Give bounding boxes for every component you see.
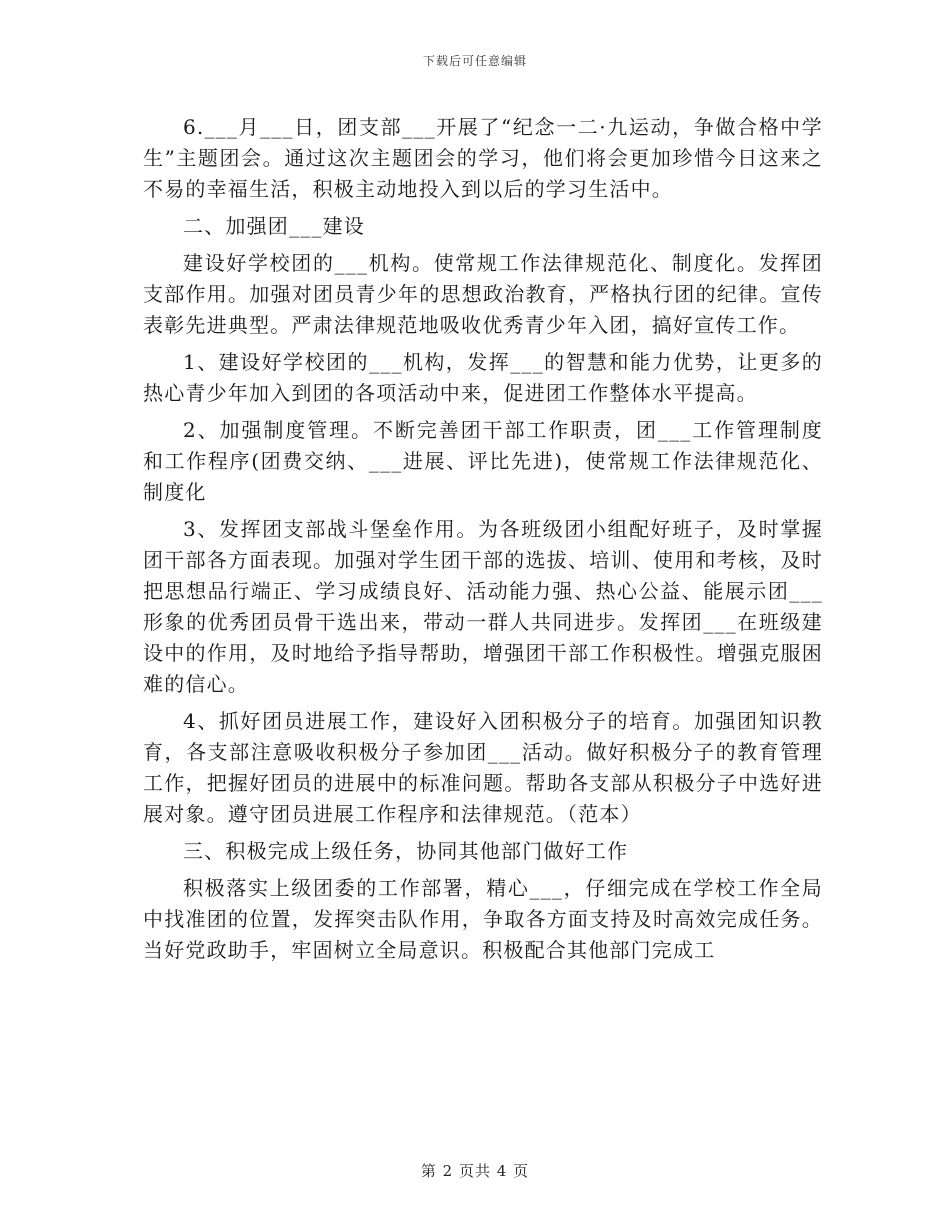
paragraph-item-1: 1、建设好学校团的___机构，发挥___的智慧和能力优势，让更多的热心青少年加入到团的各项活动中来，促进团工作整体水平提高。 (143, 350, 823, 405)
page-header: 下载后可任意编辑 (422, 54, 527, 68)
document-body (143, 112, 823, 972)
paragraph-item-4: 4、抓好团员进展工作，建设好入团积极分子的培育。加强团知识教育，各支部注意吸收积极分子参加团___活动。做好积极分子的教育管理工作，把握好团员的进展中的标准问题。帮助各支部从积极分子中选好进展对象。遵守团员进展工作程序和法律规范。（范本） (143, 709, 823, 826)
paragraph-item-3: 3、发挥团支部战斗堡垒作用。为各班级团小组配好班子，及时掌握团干部各方面表现。加强对学生团干部的选拔、培训、使用和考核，及时把思想品行端正、学习成绩良好、活动能力强、热心公益、能展示团___形象的优秀团员骨干选出来，带动一群人共同进步。发挥团___在班级建设中的作用，及时地给予指导帮助，增强团干部工作积极性。增强克服困难的信心。 (143, 517, 823, 696)
paragraph-section-3-intro: 积极落实上级团委的工作部署，精心___，仔细完成在学校工作全局中找准团的位置，发挥突击队作用，争取各方面支持及时高效完成任务。当好党政助手，牢固树立全局意识。积极配合其他部门完成工 (143, 876, 823, 962)
paragraph-item-6: 6.___月___日，团支部___开展了“纪念一二·九运动，争做合格中学生”主题团会。通过这次主题团会的学习，他们将会更加珍惜今日这来之不易的幸福生活，积极主动地投入到以后的学习生活中。 (143, 115, 823, 201)
paragraph-item-2: 2、加强制度管理。不断完善团干部工作职责，团___工作管理制度和工作程序(团费交纳、___进展、评比先进)，使常规工作法律规范化、制度化 (143, 418, 823, 504)
paragraph-section-2-intro: 建设好学校团的___机构。使常规工作法律规范化、制度化。发挥团支部作用。加强对团员青少年的思想政治教育，严格执行团的纪律。宣传表彰先进典型。严肃法律规范地吸收优秀青少年入团，搞好宣传工作。 (143, 251, 823, 337)
section-heading-2: 二、加强团___建设 (183, 214, 365, 238)
page-footer: 第 2 页共 4 页 (420, 1162, 530, 1180)
section-heading-3: 三、积极完成上级任务，协同其他部门做好工作 (183, 839, 629, 863)
